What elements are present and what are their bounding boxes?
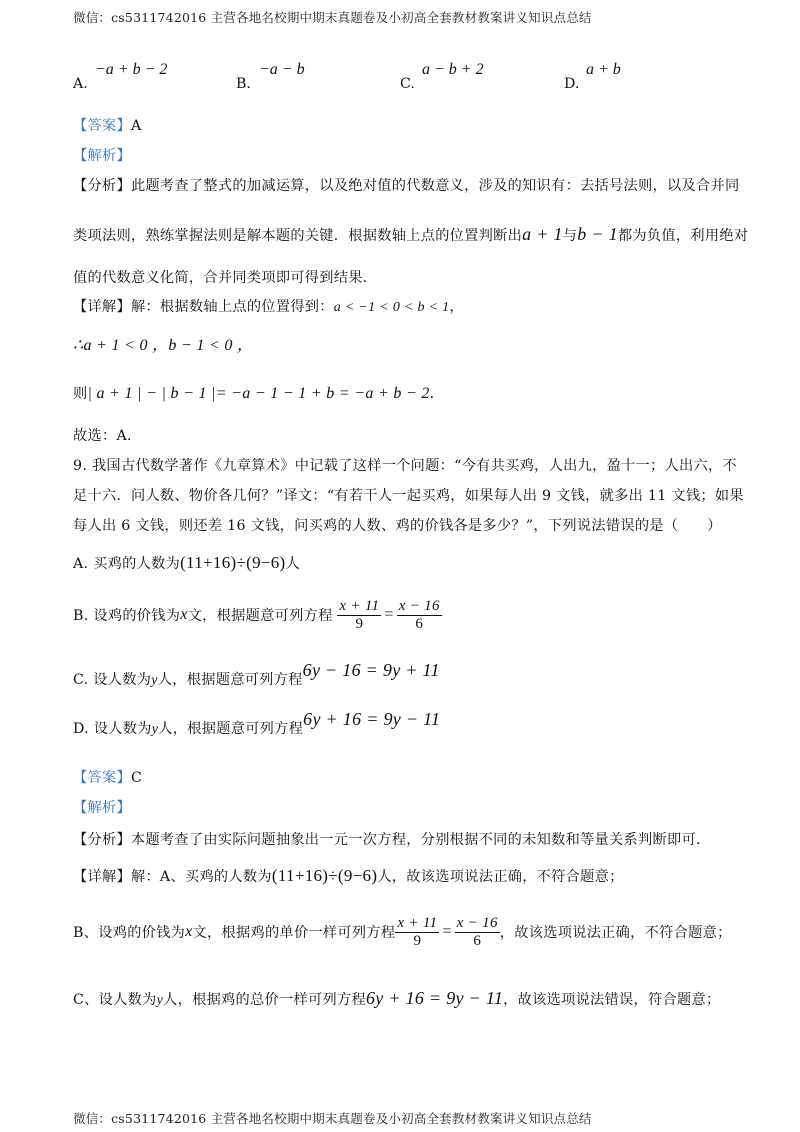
fraction-numerator: x − 16 [398,598,440,614]
q8-option-c-expr: a − b + 2 [422,61,484,78]
q8-fenxi-text2a: 类项法则，熟练掌握法则是解本题的关键．根据数轴上点的位置判断出 [73,228,523,244]
q8-detail-period: ． [429,386,445,402]
q8-choose-line: 故选：A． [73,428,142,444]
q9-option-b-text-a: B. 设鸡的价钱为 [73,608,181,624]
q9-detail-b-line [73,915,732,949]
q8-analysis-tag: 【解析】 [73,148,131,164]
q9-option-b-text-b: 文，根据题意可列方程 [187,608,333,624]
q9-option-d-text-a: D. 设人数为 [73,721,152,737]
q8-answer-tag: 【答案】 [73,118,131,134]
q8-fenxi-math-a-plus-1: a + 1 [522,224,563,244]
equals-sign: = [442,923,452,940]
q9-fenxi-line [73,829,710,849]
q8-option-a-label: A. [73,76,88,92]
q9-analysis-tag: 【解析】 [73,800,131,816]
q9-detail-b-text-b: 文，根据鸡的单价一样可列方程 [192,925,396,941]
q9-fenxi-tag: 【分析】 [73,832,131,848]
q9-detail-a-line [73,866,624,886]
q9-option-d-text-b: 人，根据题意可列方程 [158,721,304,737]
page-footer-banner: 微信：cs5311742016 主营各地名校期中期末真题卷及小初高全套教材教案讲义知识点总结 [73,1111,592,1126]
q8-fenxi-line3: 值的代数意义化简，合并同类项即可得到结果． [73,270,378,286]
q9-option-a [73,553,300,573]
q9-option-d-equation: 6y + 16 = 9y − 11 [303,709,441,729]
fraction-denominator: 9 [355,615,364,632]
q9-option-a-unit: 人 [285,556,301,572]
fraction-denominator: 6 [473,932,482,949]
q9-detail-b-tail: ，故该选项说法正确，不符合题意； [499,925,732,941]
q9-option-a-text: A. 买鸡的人数为 [73,556,181,572]
q9-detail-c-text-a: C、设人数为 [73,992,157,1008]
q9-option-c [73,660,440,689]
q8-fenxi-text1: 此题考查了整式的加减运算，以及绝对值的代数意义，涉及的知识有：去括号法则，以及合并同 [130,178,740,194]
q9-option-d-var: y [151,722,159,737]
fraction-denominator: 6 [415,615,424,632]
q8-option-d-expr: a + b [586,61,621,78]
q8-detail-text1: 解：根据数轴上点的位置得到： [130,299,334,315]
q8-option-b-expr: −a − b [259,61,305,78]
q8-detail-inequality: a < −1 < 0 < b < 1 [333,300,450,315]
q9-detail-a-text: 解：A、买鸡的人数为 [130,869,272,885]
q9-detail-c-tail: ，故该选项说法错误，符合题意； [503,992,721,1008]
q8-answer-line [73,115,142,135]
q9-detail-c-text-b: 人，根据鸡的总价一样可列方程 [163,992,366,1008]
q8-fenxi-math-b-minus-1: b − 1 [577,224,618,244]
equals-sign: = [384,606,394,623]
q8-fenxi-text2b: 与 [562,228,578,244]
q9-option-c-text-a: C. 设人数为 [73,672,152,688]
q8-detail-line3 [73,383,444,403]
q9-detail-c-equation: 6y + 16 = 9y − 11 [365,988,504,1008]
q9-fenxi-text: 本题考查了由实际问题抽象出一元一次方程，分别根据不同的未知数和等量关系判断即可． [130,832,711,848]
q9-answer-tag: 【答案】 [73,770,131,786]
fraction-numerator: x + 11 [339,598,380,614]
q8-fenxi-text2c: 都为负值，利用绝对 [617,228,749,244]
q9-detail-b-fraction-right [455,915,500,949]
q8-fenxi-tag: 【分析】 [73,178,131,194]
q8-fenxi-line1 [73,175,739,195]
q9-detail-b-text-a: B、设鸡的价钱为 [73,925,186,941]
q9-detail-a-expr: (11+16)÷(9−6) [271,866,378,885]
q9-answer-line [73,767,142,787]
q8-option-a-expr: −a + b − 2 [95,61,168,78]
q8-fenxi-line2 [73,224,748,245]
q9-option-b-fraction-left [337,598,381,632]
q9-detail-b-fraction-left [395,915,439,949]
q9-option-b-fraction-right [397,598,442,632]
q9-option-c-text-b: 人，根据题意可列方程 [157,672,303,688]
q8-detail-ze: 则 [73,386,88,402]
q9-detail-tag: 【详解】 [73,869,131,885]
q9-option-b-var: x [180,606,188,623]
q8-detail-tag: 【详解】 [73,299,131,315]
q8-option-d-label: D. [564,76,580,92]
q9-option-d [73,709,441,738]
q9-stem-line1: 9. 我国古代数学著作《九章算术》中记载了这样一个问题：“今有共买鸡，人出九，盈十一；人出六，不 [73,458,737,474]
q8-option-c-label: C. [400,76,415,92]
q9-option-c-equation: 6y − 16 = 9y + 11 [302,660,440,680]
q9-option-b [73,598,442,632]
fraction-denominator: 9 [413,932,422,949]
q9-detail-a-tail: 人，故该选项说法正确，不符合题意； [377,869,624,885]
q8-detail-simplification: | a + 1 | − | b − 1 |= −a − 1 − 1 + b = −a + b − 2 [87,385,430,402]
q9-option-a-expr: (11+16)÷(9−6) [180,553,286,572]
q9-stem-line3: 每人出 6 文钱，则还差 16 文钱，问买鸡的人数、鸡的价钱各是多少？”，下列说法错误的是（ ） [73,518,722,534]
q9-detail-b-var: x [185,923,193,940]
q8-answer-value: A [130,118,142,134]
q9-answer-value: C [130,770,143,786]
q8-detail-line2: ∴a + 1 < 0 ，b − 1 < 0 ， [73,337,254,354]
q8-detail-line1 [73,296,464,316]
fraction-numerator: x − 16 [456,915,498,931]
q9-option-c-var: y [151,673,158,688]
fraction-numerator: x + 11 [397,915,438,931]
q9-stem-line2: 足十六．问人数、物价各几何？”译文：“有若干人一起买鸡，如果每人出 9 文钱，就多出 11 文钱；如果 [73,488,744,504]
q8-option-b-label: B. [236,76,251,92]
q8-detail-comma: ， [449,299,464,315]
q9-detail-c-var: y [156,993,164,1008]
q9-detail-c-line [73,988,720,1009]
page-header-banner: 微信：cs5311742016 主营各地名校期中期末真题卷及小初高全套教材教案讲义知识点总结 [73,10,592,25]
